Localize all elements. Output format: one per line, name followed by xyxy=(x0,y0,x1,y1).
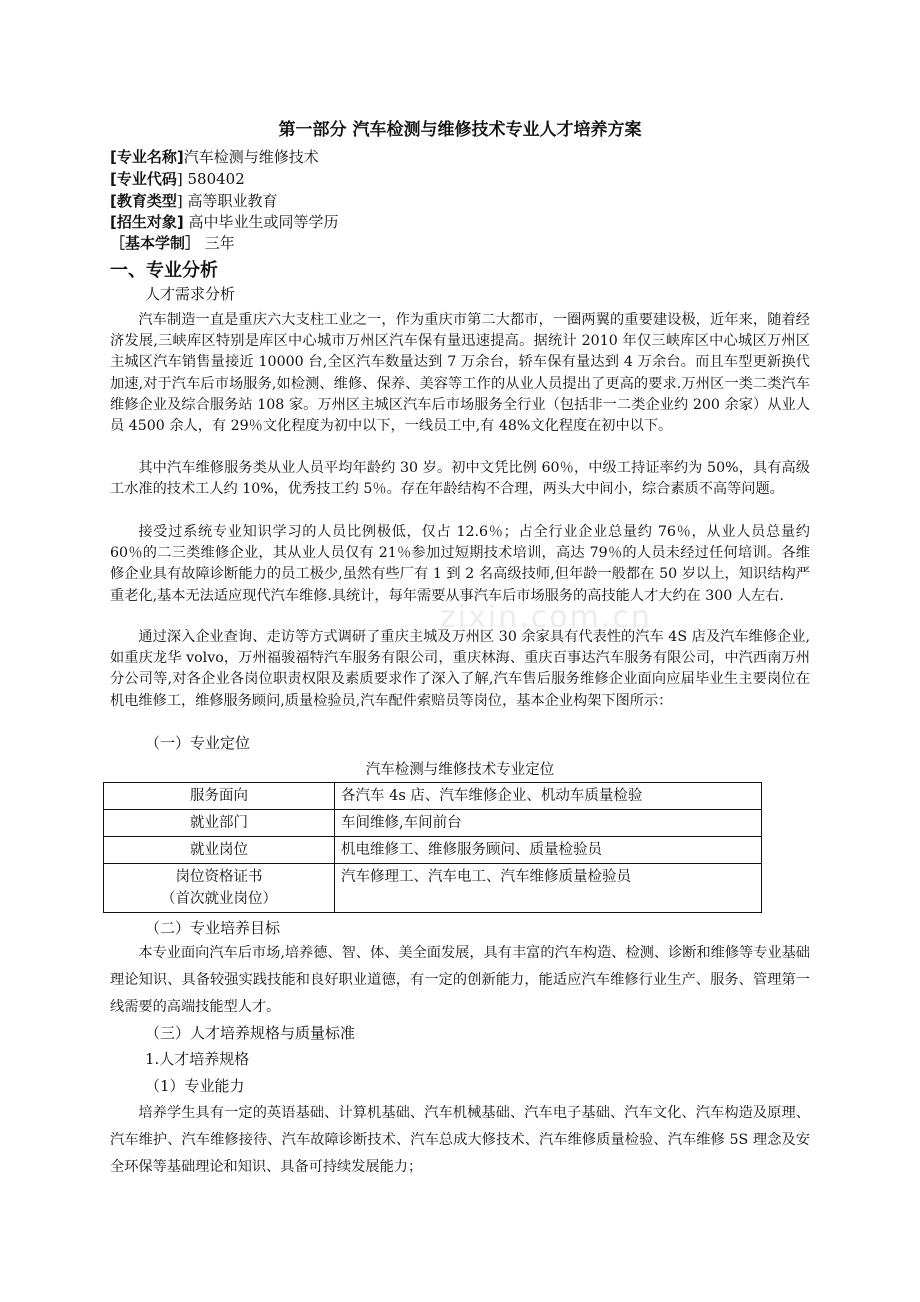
table-row xyxy=(104,837,762,864)
meta-label: [招生对象] xyxy=(110,213,184,231)
table-key: 就业部门 xyxy=(104,810,335,837)
subheading-goal: （二）专业培养目标 xyxy=(145,919,281,937)
table-key-line: 岗位资格证书 xyxy=(175,869,263,885)
table-key: 服务面向 xyxy=(104,783,335,810)
paragraph-3: 接受过系统专业知识学习的人员比例极低，仅占 12.6％；占全行业企业总量约 76％，从业人员总量约 60％的二三类维修企业，其从业人员仅有 21％参加过短期技术培训，高达 79％的人员未经过任何培训。各维修企业具有故障诊断能力的员工极少,虽然有些厂有 1 到 2 名高级技师,但年龄一般都在 50 岁以上，知识结构严重老化,基本无法适应现代汽车维修.具统计，每年需要从事汽车后市场服务的高技能人才大约在 300 人左右. xyxy=(110,524,810,604)
table-row xyxy=(104,810,762,837)
paragraph-4: 通过深入企业查询、走访等方式调研了重庆主城及万州区 30 余家具有代表性的汽车 4S 店及汽车维修企业,如重庆龙华 volvo，万州福骏福特汽车服务有限公司，重庆林海、重庆百事达汽车服务有限公司，中汽西南万州分公司等,对各企业各岗位职责权限及素质要求作了深入了解,汽车售后服务维修企业面向应届毕业生主要岗位在机电维修工，维修服务顾问,质量检验员,汽车配件索赔员等岗位，基本企业构架下图所示： xyxy=(110,629,810,709)
meta-label: [专业代码 xyxy=(110,170,177,188)
goal-paragraph: 本专业面向汽车后市场,培养德、智、体、美全面发展，具有丰富的汽车构造、检测、诊断和维修等专业基础理论知识、具备较强实践技能和良好职业道德，有一定的创新能力，能适应汽车维修行业生产、服务、管理第一线需要的高端技能型人才。 xyxy=(110,945,810,1015)
positioning-table xyxy=(103,782,762,913)
meta-major-name xyxy=(110,147,319,168)
table-key-line: （首次就业岗位） xyxy=(161,891,277,907)
meta-value: ] 580402 xyxy=(176,170,245,188)
paragraph-2: 其中汽车维修服务类从业人员平均年龄约 30 岁。初中文凭比例 60％，中级工持证率约为 50%，具有高级工水准的技术工人约 10%，优秀技工约 5％。存在年龄结构不合理，两头大中间小，综合素质不高等问题。 xyxy=(110,460,810,498)
table-value: 车间维修,车间前台 xyxy=(335,810,762,837)
subheading-demand: 人才需求分析 xyxy=(145,285,236,303)
section-heading: 一、专业分析 xyxy=(110,260,218,281)
meta-major-code xyxy=(110,169,245,190)
meta-value: ] 高等职业教育 xyxy=(176,192,278,210)
table-row xyxy=(104,864,762,913)
subheading-spec: （三）人才培养规格与质量标准 xyxy=(145,1024,356,1042)
meta-enrollment xyxy=(110,212,339,233)
meta-value: 三年 xyxy=(200,234,235,252)
table-key xyxy=(104,864,335,913)
meta-value: 汽车检测与维修技术 xyxy=(183,148,319,166)
meta-duration xyxy=(110,233,235,254)
meta-label: [教育类型 xyxy=(110,192,177,210)
table-value: 机电维修工、维修服务顾问、质量检验员 xyxy=(335,837,762,864)
table-value: 各汽车 4s 店、汽车维修企业、机动车质量检验 xyxy=(335,783,762,810)
meta-value: 高中毕业生或同等学历 xyxy=(183,213,339,231)
subheading-positioning: （一）专业定位 xyxy=(145,734,251,752)
paragraph-1: 汽车制造一直是重庆六大支柱工业之一，作为重庆市第二大都市，一圈两翼的重要建设极，近年来，随着经济发展,三峡库区特别是库区中心城市万州区汽车保有量迅速提高。据统计 2010 年仅三峡库区中心城区万州区主城区汽车销售量接近 10000 台,全区汽车数量达到 7 万余台，轿车保有量达到 4 万余台。而且车型更新换代加速,对于汽车后市场服务,如检测、维修、保养、美容等工作的从业人员提出了更高的要求.万州区一类二类汽车维修企业及综合服务站 108 家。万州区主城区汽车后市场服务全行业（包括非一二类企业约 200 余家）从业人员 4500 余人，有 29％文化程度为初中以下，一线员工中,有 48%文化程度在初中以下。 xyxy=(110,312,810,435)
watermark: zixin.com.cn xyxy=(440,600,652,635)
table-value: 汽车修理工、汽车电工、汽车维修质量检验员 xyxy=(335,864,762,913)
table-caption: 汽车检测与维修技术专业定位 xyxy=(365,762,555,778)
meta-education-type xyxy=(110,191,277,212)
table-key: 就业岗位 xyxy=(104,837,335,864)
table-row xyxy=(104,783,762,810)
document-title: 第一部分 汽车检测与维修技术专业人才培养方案 xyxy=(278,120,642,140)
subheading-spec-1: 1.人才培养规格 xyxy=(145,1050,250,1068)
meta-label: [专业名称] xyxy=(110,148,184,166)
ability-paragraph: 培养学生具有一定的英语基础、计算机基础、汽车机械基础、汽车电子基础、汽车文化、汽车构造及原理、汽车维护、汽车维修接待、汽车故障诊断技术、汽车总成大修技术、汽车维修质量检验、汽车维修 5S 理念及安全环保等基础理论和知识、具备可持续发展能力； xyxy=(110,1105,810,1175)
subheading-ability: （1）专业能力 xyxy=(145,1077,245,1095)
meta-label: ［基本学制］ xyxy=(110,234,201,252)
